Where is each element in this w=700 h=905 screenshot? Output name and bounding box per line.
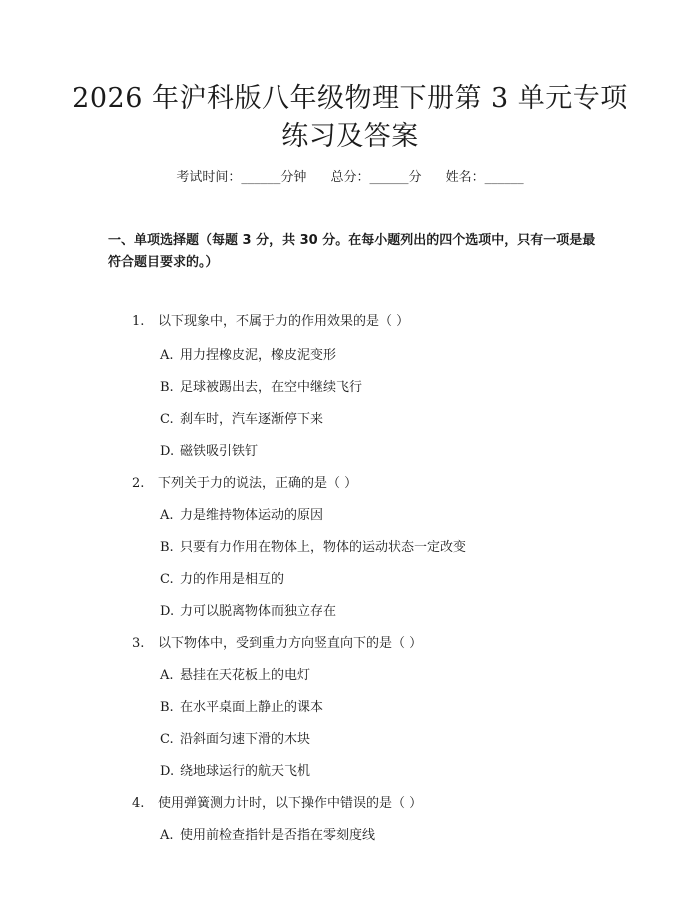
option-letter: B. (160, 700, 174, 715)
question-4 (132, 794, 422, 814)
option-text: 只要有力作用在物体上，物体的运动状态一定改变 (180, 540, 467, 555)
option-text: 力是维持物体运动的原因 (180, 508, 324, 523)
option-text: 刹车时，汽车逐渐停下来 (180, 412, 324, 427)
option-letter: B. (160, 380, 174, 395)
option-letter: C. (160, 572, 174, 587)
option-3c (160, 730, 310, 750)
question-text: 以下物体中，受到重力方向竖直向下的是（ ） (158, 636, 423, 651)
question-number: 3. (132, 636, 145, 651)
question-text: 使用弹簧测力计时，以下操作中错误的是（ ） (158, 796, 423, 811)
option-1d (160, 442, 258, 462)
exam-time: 考试时间：______分钟 (176, 170, 307, 185)
question-2 (132, 474, 357, 494)
option-text: 使用前检查指针是否指在零刻度线 (180, 828, 376, 843)
option-2c (160, 570, 284, 590)
option-text: 悬挂在天花板上的电灯 (180, 668, 311, 683)
option-text: 力可以脱离物体而独立存在 (180, 604, 337, 619)
option-3b (160, 698, 323, 718)
option-4a (160, 826, 375, 846)
option-1a (160, 346, 336, 366)
option-text: 力的作用是相互的 (180, 572, 285, 587)
option-3a (160, 666, 310, 686)
option-letter: A. (160, 508, 174, 523)
option-letter: B. (160, 540, 174, 555)
option-letter: D. (160, 444, 175, 459)
option-text: 绕地球运行的航天飞机 (180, 764, 311, 779)
option-text: 沿斜面匀速下滑的木块 (180, 732, 311, 747)
question-number: 2. (132, 476, 145, 491)
option-1b (160, 378, 362, 398)
option-text: 用力捏橡皮泥，橡皮泥变形 (180, 348, 337, 363)
question-text: 以下现象中，不属于力的作用效果的是（ ） (158, 314, 410, 329)
question-3 (132, 634, 422, 654)
question-1 (132, 312, 409, 332)
option-letter: C. (160, 412, 174, 427)
title-line-1: 2026 年沪科版八年级物理下册第 3 单元专项 (72, 83, 628, 114)
title-line-2: 练习及答案 (281, 121, 419, 152)
option-2d (160, 602, 336, 622)
option-3d (160, 762, 310, 782)
exam-meta (0, 168, 700, 188)
document-title (60, 80, 640, 156)
option-letter: A. (160, 668, 174, 683)
question-text: 下列关于力的说法，正确的是（ ） (158, 476, 358, 491)
option-text: 足球被踢出去，在空中继续飞行 (180, 380, 363, 395)
section-heading: 一、单项选择题（每题 3 分，共 30 分。在每小题列出的四个选项中，只有一项是最符合题目要求的。） (108, 233, 596, 270)
option-2b (160, 538, 466, 558)
student-name: 姓名：______ (445, 170, 524, 185)
option-letter: D. (160, 764, 175, 779)
question-number: 4. (132, 796, 145, 811)
option-letter: A. (160, 348, 174, 363)
exam-score: 总分：______分 (330, 170, 422, 185)
option-text: 磁铁吸引铁钉 (180, 444, 259, 459)
option-1c (160, 410, 323, 430)
option-2a (160, 506, 323, 526)
question-number: 1. (132, 314, 145, 329)
option-letter: D. (160, 604, 175, 619)
option-text: 在水平桌面上静止的课本 (180, 700, 324, 715)
option-letter: C. (160, 732, 174, 747)
option-letter: A. (160, 828, 174, 843)
